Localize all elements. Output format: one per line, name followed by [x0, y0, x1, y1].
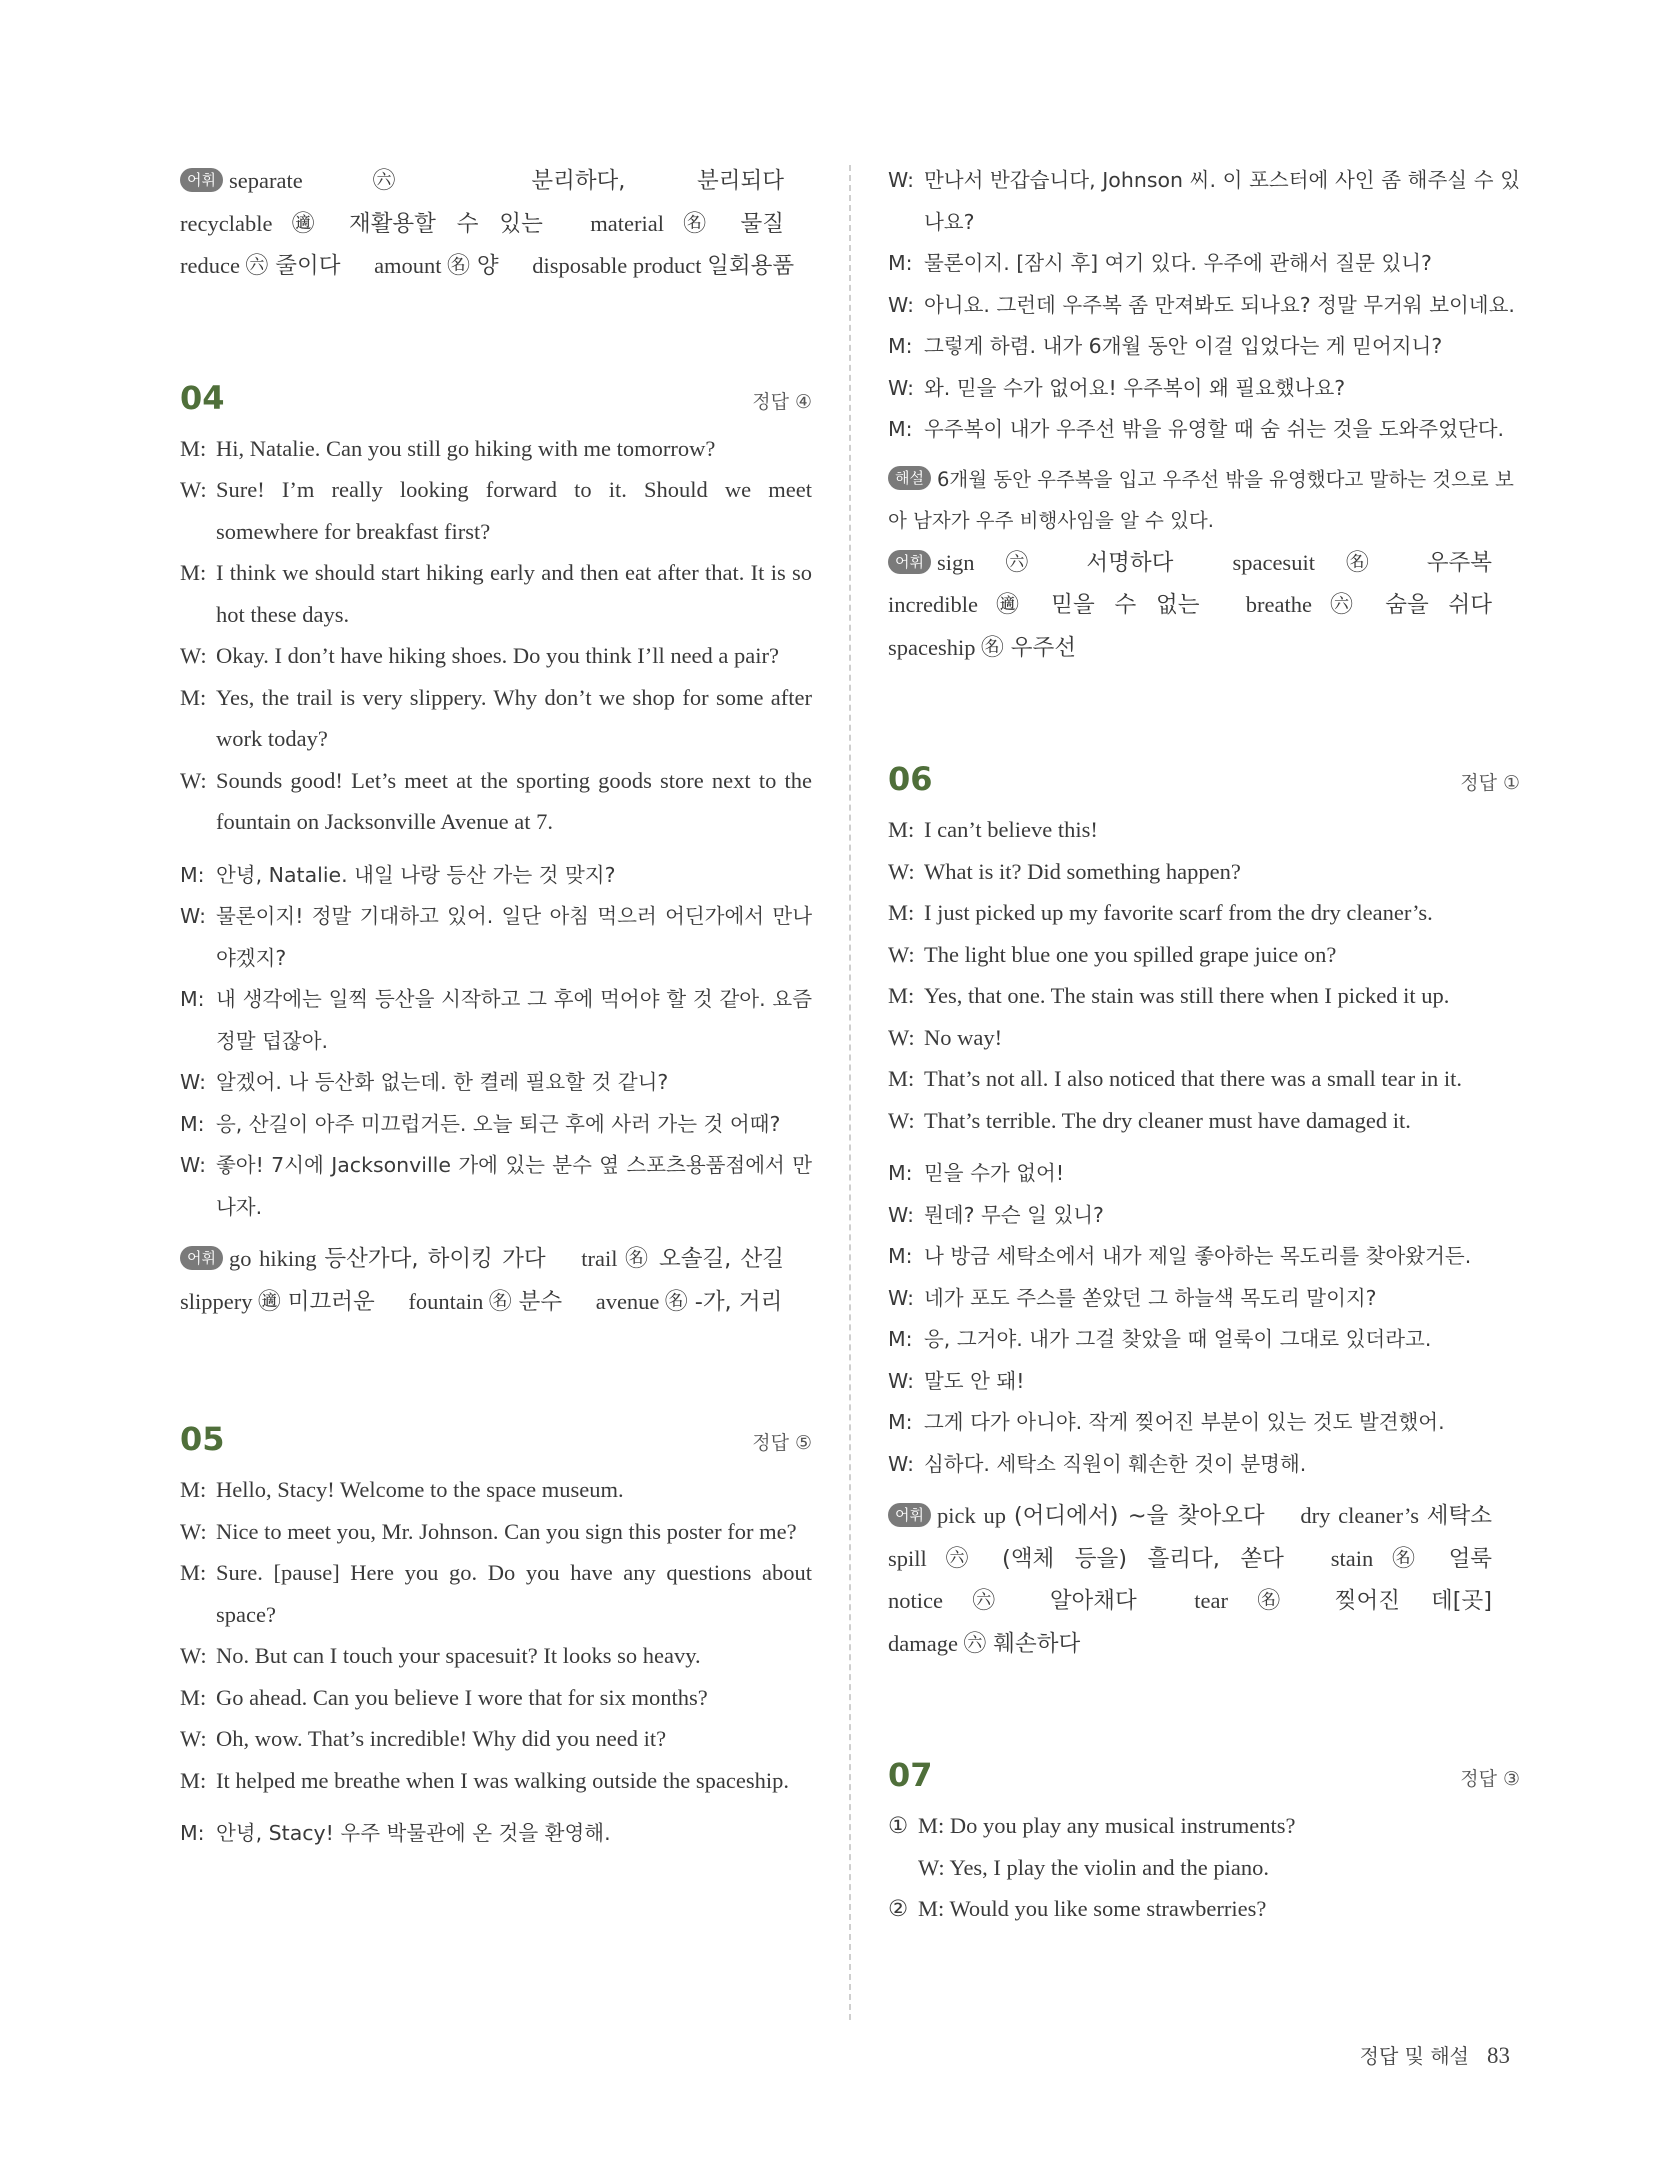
- dialog-line: W: No way!: [888, 1024, 1003, 1050]
- dialog-line: W: 아니요. 그런데 우주복 좀 만져봐도 되나요? 정말 무거워 보이네요.: [888, 292, 1515, 317]
- option-1: ① M: Do you play any musical instruments?: [888, 1813, 1296, 1838]
- dialog-line: W: 만나서 반갑습니다, Johnson 씨. 이 포스터에 사인 좀 해주실 수 있나요?: [888, 168, 1520, 234]
- dialog-line: W: That’s terrible. The dry cleaner must have damaged it.: [888, 1107, 1411, 1133]
- dialog-line: M: Yes, that one. The stain was still there when I picked it up.: [888, 983, 1450, 1008]
- vocab-term: separate ㊅ 분리하다, 분리되다: [228, 168, 785, 194]
- vocab-term: sign ㊅ 서명하다: [936, 549, 1174, 576]
- dialog-line: M: Hello, Stacy! Welcome to the space museum.: [180, 1477, 624, 1502]
- question-number: 06: [888, 760, 933, 798]
- dialog-line: W: Oh, wow. That’s incredible! Why did you need it?: [180, 1726, 667, 1751]
- dialog-line: W: 말도 안 돼!: [888, 1368, 1025, 1393]
- english-dialog: [180, 428, 812, 843]
- korean-dialog: [180, 855, 812, 1229]
- vocab-06: [888, 1495, 1520, 1665]
- question-number: 04: [180, 378, 225, 417]
- vocab-term: breathe ㊅ 숨을 쉬다: [1245, 592, 1493, 618]
- dialog-line: W: 좋아! 7시에 Jacksonville 가에 있는 분수 옆 스포츠용품점에서 만나자.: [180, 1153, 812, 1219]
- dialog-line: W: No. But can I touch your spacesuit? It looks so heavy.: [180, 1643, 701, 1668]
- question-header: [888, 759, 1520, 799]
- vocab-term: disposable product 일회용품: [532, 253, 795, 279]
- explanation-badge: 해설: [888, 466, 931, 490]
- dialog-line: M: That’s not all. I also noticed that there was a small tear in it.: [888, 1066, 1462, 1091]
- column-divider: [849, 165, 851, 2020]
- vocab-04: [180, 1238, 812, 1323]
- option-2: ② M: Would you like some strawberries?: [888, 1896, 1267, 1921]
- explanation-05: 해설 6개월 동안 우주복을 입고 우주선 밖을 유영했다고 말하는 것으로 보아 남자가 우주 비행사임을 알 수 있다.: [888, 467, 1514, 532]
- right-column: [888, 160, 1520, 1930]
- vocab-term: go hiking 등산가다, 하이킹 가다: [228, 1246, 546, 1272]
- dialog-line: W: What is it? Did something happen?: [888, 858, 1241, 884]
- vocab-term: material ㊔ 물질: [590, 210, 785, 237]
- dialog-line: W: 네가 포도 주스를 쏟았던 그 하늘색 목도리 말이지?: [888, 1285, 1377, 1310]
- vocab-term: trail ㊔ 오솔길, 산길: [581, 1246, 785, 1272]
- answer-label: 정답 ④: [752, 390, 812, 413]
- dialog-line: W: Okay. I don’t have hiking shoes. Do you think I’ll need a pair?: [180, 643, 779, 668]
- vocab-term: spill ㊅ (액체 등을) 흘리다, 쏟다: [888, 1545, 1284, 1572]
- dialog-line: W: The light blue one you spilled grape juice on?: [888, 941, 1337, 967]
- korean-dialog: [180, 1813, 812, 1855]
- english-dialog: [180, 1469, 812, 1801]
- dialog-line: W: 물론이지! 정말 기대하고 있어. 일단 아침 먹으러 어딘가에서 만나야겠지?: [180, 904, 812, 970]
- page-number: 83: [1487, 2043, 1510, 2068]
- dialog-line: M: 믿을 수가 없어!: [888, 1161, 1065, 1185]
- vocab-badge: 어휘: [180, 1246, 223, 1270]
- dialog-line: W: 알겠어. 나 등산화 없는데. 한 켤레 필요할 것 같니?: [180, 1070, 669, 1094]
- dialog-line: M: 안녕, Stacy! 우주 박물관에 온 것을 환영해.: [180, 1821, 611, 1845]
- dialog-line: W: Sure! I’m really looking forward to it. Should we meet somewhere for breakfast first?: [180, 477, 812, 544]
- dialog-line: M: 물론이지. [잠시 후] 여기 있다. 우주에 관해서 질문 있니?: [888, 251, 1432, 275]
- vocab-badge: 어휘: [180, 168, 223, 192]
- dialog-line: W: 심하다. 세탁소 직원이 훼손한 것이 분명해.: [888, 1451, 1307, 1476]
- question-number: 07: [888, 1756, 933, 1794]
- question-06: [888, 759, 1520, 1665]
- question-07: [888, 1755, 1520, 1930]
- dialog-line: M: 우주복이 내가 우주선 밖을 유영할 때 숨 쉬는 것을 도와주었단다.: [888, 417, 1505, 441]
- vocab-term: recyclable ㊜ 재활용할 수 있는: [180, 210, 543, 237]
- dialog-line: M: 내 생각에는 일찍 등산을 시작하고 그 후에 먹어야 할 것 같아. 요즘 정말 덥잖아.: [180, 987, 812, 1053]
- answer-label: 정답 ③: [1460, 1768, 1520, 1790]
- answer-label: 정답 ⑤: [752, 1432, 812, 1454]
- vocab-term: fountain ㊔ 분수: [408, 1288, 563, 1315]
- dialog-line: W: Sounds good! Let’s meet at the sporting goods store next to the fountain on Jacksonville Avenue at 7.: [180, 767, 812, 834]
- question-header: [180, 1419, 812, 1459]
- dialog-line: M: Hi, Natalie. Can you still go hiking with me tomorrow?: [180, 435, 716, 461]
- dialog-line: M: 나 방금 세탁소에서 내가 제일 좋아하는 목도리를 찾아왔거든.: [888, 1244, 1472, 1268]
- option-1-reply: W: Yes, I play the violin and the piano.: [918, 1854, 1269, 1880]
- dialog-line: M: Sure. [pause] Here you go. Do you have any questions about space?: [180, 1560, 812, 1627]
- question-05: [180, 1419, 812, 1855]
- answer-label: 정답 ①: [1460, 772, 1520, 794]
- vocab-term: stain ㊔ 얼룩: [1330, 1545, 1493, 1572]
- vocab-03: [180, 160, 812, 288]
- vocab-term: tear ㊔ 찢어진 데[곳]: [1194, 1588, 1493, 1614]
- vocab-term: notice ㊅ 알아채다: [888, 1588, 1137, 1614]
- english-dialog: [888, 809, 1520, 1141]
- page-footer: [1360, 2040, 1510, 2069]
- vocab-term: incredible ㊜ 믿을 수 없는: [888, 592, 1200, 618]
- vocab-term: spacesuit ㊔ 우주복: [1232, 549, 1493, 576]
- vocab-badge: 어휘: [888, 550, 931, 574]
- question-04: [180, 378, 812, 1324]
- footer-label: 정답 및 해설: [1359, 2044, 1469, 2068]
- dialog-line: M: Yes, the trail is very slippery. Why don’t we shop for some after work today?: [180, 684, 812, 751]
- korean-dialog: [888, 1153, 1520, 1485]
- left-column: [180, 160, 812, 1855]
- question-header: [180, 378, 812, 418]
- vocab-term: reduce ㊅ 줄이다: [180, 253, 341, 279]
- vocab-term: amount ㊔ 양: [374, 253, 499, 279]
- dialog-line: W: 와. 믿을 수가 없어요! 우주복이 왜 필요했나요?: [888, 375, 1346, 400]
- dialog-line: M: It helped me breathe when I was walking outside the spaceship.: [180, 1767, 789, 1793]
- vocab-badge: 어휘: [888, 1503, 931, 1527]
- dialog-line: M: 응, 산길이 아주 미끄럽거든. 오늘 퇴근 후에 사러 가는 것 어때?: [180, 1111, 781, 1136]
- vocab-term: avenue ㊔ -가, 거리: [595, 1288, 783, 1315]
- korean-dialog-05-continued: [888, 160, 1520, 451]
- vocab-term: pick up (어디에서) ~을 찾아오다: [936, 1503, 1265, 1529]
- vocab-term: spaceship ㊔ 우주선: [888, 634, 1076, 661]
- vocab-term: dry cleaner’s 세탁소: [1300, 1503, 1492, 1529]
- dialog-line: M: I think we should start hiking early and then eat after that. It is so hot these days.: [180, 560, 812, 627]
- dialog-line: W: Nice to meet you, Mr. Johnson. Can you sign this poster for me?: [180, 1518, 797, 1544]
- dialog-line: M: 그게 다가 아니야. 작게 찢어진 부분이 있는 것도 발견했어.: [888, 1410, 1445, 1434]
- vocab-term: damage ㊅ 훼손하다: [888, 1630, 1081, 1657]
- dialog-line: M: 안녕, Natalie. 내일 나랑 등산 가는 것 맞지?: [180, 862, 616, 887]
- dialog-line: M: 그렇게 하렴. 내가 6개월 동안 이걸 입었다는 게 믿어지니?: [888, 334, 1443, 358]
- dialog-line: M: I just picked up my favorite scarf from the dry cleaner’s.: [888, 900, 1433, 925]
- question-header: [888, 1755, 1520, 1795]
- dialog-line: M: I can’t believe this!: [888, 817, 1098, 842]
- dialog-line: M: Go ahead. Can you believe I wore that for six months?: [180, 1684, 708, 1710]
- question-number: 05: [180, 1420, 225, 1458]
- vocab-05: [888, 542, 1520, 670]
- dialog-line: W: 뭔데? 무슨 일 있니?: [888, 1202, 1104, 1227]
- vocab-term: slippery ㊜ 미끄러운: [180, 1288, 375, 1315]
- dialog-line: M: 응, 그거야. 내가 그걸 찾았을 때 얼룩이 그대로 있더라고.: [888, 1327, 1432, 1351]
